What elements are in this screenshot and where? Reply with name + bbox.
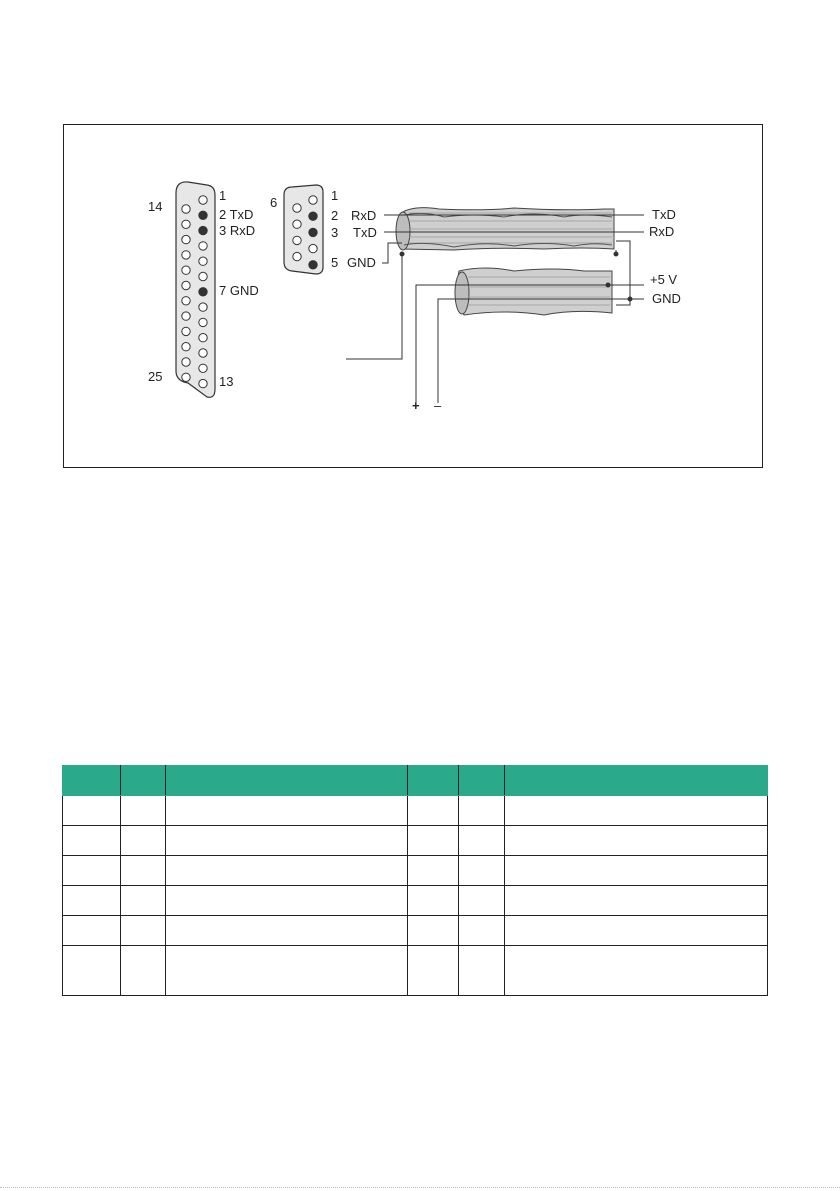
table-cell [166, 796, 408, 826]
power-gnd-label: GND [652, 291, 681, 306]
db25-pin-13-label: 13 [219, 374, 234, 389]
db9-pin-1-label: 1 [331, 188, 339, 203]
db25-pin-21 [182, 312, 190, 320]
table-cell [166, 946, 408, 996]
plus-label: + [412, 398, 420, 413]
db9-txd-label: TxD [353, 225, 377, 240]
db25-pin-22 [182, 327, 190, 335]
table-cell [459, 946, 505, 996]
db25-pin-3 [199, 226, 207, 234]
db9-pin-5-label: 5 [331, 255, 339, 270]
db25-pin-15 [182, 220, 190, 228]
db25-pin-2 [199, 211, 207, 219]
table-cell [121, 946, 166, 996]
table-cell [505, 916, 768, 946]
db25-pin-7 [199, 288, 207, 296]
table-cell [166, 916, 408, 946]
table-cell [408, 826, 459, 856]
db9-pin-9 [293, 252, 301, 260]
table-row [63, 826, 768, 856]
db25-pin-5 [199, 257, 207, 265]
header-cell-1 [63, 766, 121, 796]
db25-pin-16 [182, 235, 190, 243]
cable-txd-label: TxD [652, 207, 676, 222]
table-cell [408, 916, 459, 946]
table-row [63, 946, 768, 996]
table-cell [63, 916, 121, 946]
db25-pin-25-label: 25 [148, 369, 163, 384]
table-cell [408, 946, 459, 996]
db9-pin-8 [293, 236, 301, 244]
table-cell [505, 856, 768, 886]
db25-pin-1 [199, 196, 207, 204]
table-cell [63, 826, 121, 856]
db25-pin-14 [182, 205, 190, 213]
db9-pin-7 [293, 220, 301, 228]
db25-pin-8 [199, 303, 207, 311]
db25-pin-12 [199, 364, 207, 372]
table-cell [121, 886, 166, 916]
db9-rxd-label: RxD [351, 208, 377, 223]
db25-pin-9 [199, 318, 207, 326]
table-cell [505, 946, 768, 996]
table-cell [63, 796, 121, 826]
db25-pin-14-label: 14 [148, 199, 163, 214]
table-row [63, 856, 768, 886]
db25-pin-25 [182, 373, 190, 381]
db9-pin-1 [309, 196, 317, 204]
table-cell [505, 796, 768, 826]
table-row [63, 916, 768, 946]
table-cell [505, 826, 768, 856]
db9-pin-5 [309, 261, 317, 269]
table-cell [166, 856, 408, 886]
pin-assignment-table [62, 765, 768, 996]
header-cell-6 [505, 766, 768, 796]
page-bottom-border [0, 1187, 840, 1188]
db25-pin-1-label: 1 [219, 188, 227, 203]
table-body [63, 796, 768, 996]
db25-pin-19 [182, 281, 190, 289]
db9-gnd-label: GND [347, 255, 376, 270]
db25-pin-10 [199, 334, 207, 342]
db25-pin-17 [182, 251, 190, 259]
db9-pin-2-label: 2 [331, 208, 339, 223]
header-cell-3 [166, 766, 408, 796]
connector-schematic [64, 125, 764, 469]
table-cell [459, 886, 505, 916]
table-cell [459, 916, 505, 946]
table-cell [459, 796, 505, 826]
header-cell-4 [408, 766, 459, 796]
db25-gnd-label: 7 GND [219, 283, 259, 298]
table-cell [408, 856, 459, 886]
table-cell [63, 946, 121, 996]
db9-pin-6 [293, 204, 301, 212]
db9-pin-4 [309, 244, 317, 252]
power-5v-label: +5 V [650, 272, 678, 287]
db25-pin-18 [182, 266, 190, 274]
db9-pin-3 [309, 228, 317, 236]
db25-txd-label: 2 TxD [219, 207, 254, 222]
db25-pin-20 [182, 297, 190, 305]
signal-cable [396, 208, 614, 250]
table-cell [505, 886, 768, 916]
header-cell-5 [459, 766, 505, 796]
power-cable [455, 268, 612, 315]
table-cell [166, 826, 408, 856]
table-row [63, 796, 768, 826]
db25-pin-11 [199, 349, 207, 357]
table-cell [121, 856, 166, 886]
table-cell [63, 856, 121, 886]
db9-pin-2 [309, 212, 317, 220]
table-row [63, 886, 768, 916]
table-cell [408, 886, 459, 916]
table-cell [121, 826, 166, 856]
cable-rxd-label: RxD [649, 224, 675, 239]
table-cell [121, 796, 166, 826]
minus-label: – [434, 398, 442, 413]
db25-rxd-label: 3 RxD [219, 223, 256, 238]
db25-shell [176, 182, 215, 397]
db25-pin-13 [199, 379, 207, 387]
table-cell [408, 796, 459, 826]
db9-pin-6-label: 6 [270, 195, 278, 210]
db25-pin-24 [182, 358, 190, 366]
table-header-row [63, 766, 768, 796]
table-cell [121, 916, 166, 946]
table-cell [63, 886, 121, 916]
table-cell [459, 856, 505, 886]
db9-pin-3-label: 3 [331, 225, 339, 240]
header-cell-2 [121, 766, 166, 796]
wiring-diagram [63, 124, 763, 468]
table-cell [166, 886, 408, 916]
db25-pin-4 [199, 242, 207, 250]
db25-pin-6 [199, 272, 207, 280]
table-cell [459, 826, 505, 856]
db25-pin-23 [182, 343, 190, 351]
